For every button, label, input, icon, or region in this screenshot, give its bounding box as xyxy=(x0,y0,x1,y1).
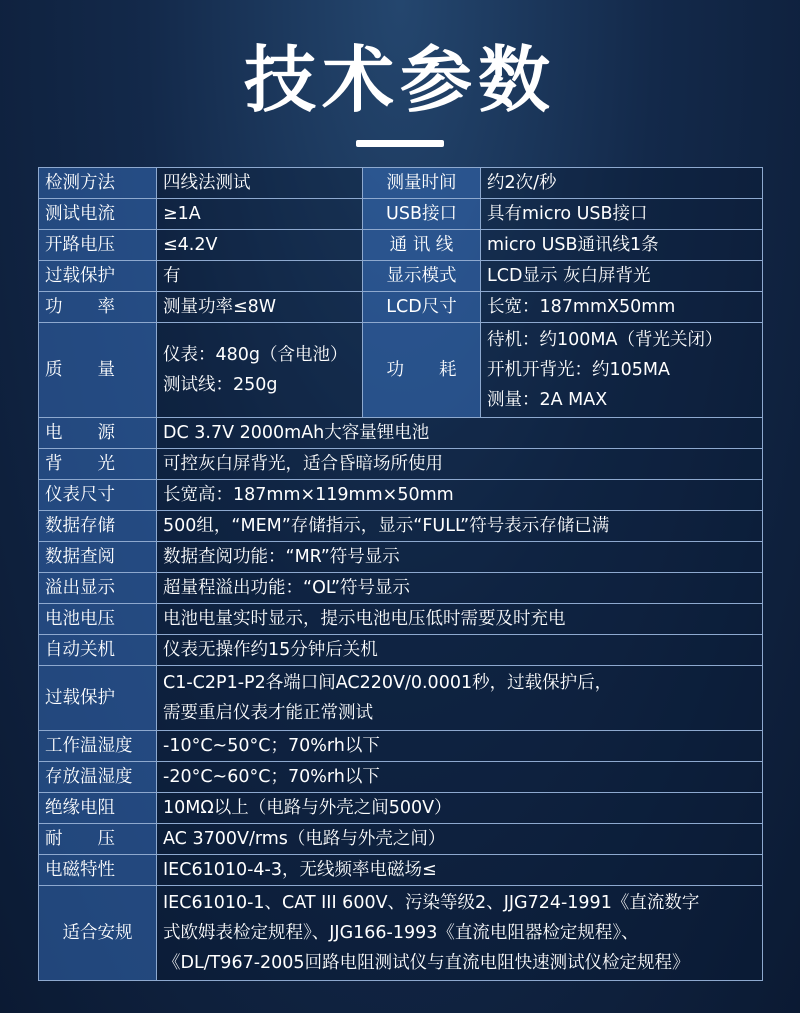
spec-label: 自动关机 xyxy=(39,635,157,666)
table-row xyxy=(39,323,763,418)
spec-label: 检测方法 xyxy=(39,168,157,199)
spec-value-line: 待机：约100MA（背光关闭） xyxy=(487,330,723,350)
spec-value: 10MΩ以上（电路与外壳之间500V） xyxy=(157,793,763,824)
spec-label: 质 量 xyxy=(39,323,157,418)
spec-value-line: 需要重启仪表才能正常测试 xyxy=(163,703,373,723)
table-row xyxy=(39,762,763,793)
spec-label: 工作温湿度 xyxy=(39,731,157,762)
spec-label: 过载保护 xyxy=(39,666,157,731)
table-row xyxy=(39,855,763,886)
table-row xyxy=(39,824,763,855)
spec-value: LCD显示 灰白屏背光 xyxy=(481,261,763,292)
spec-label: 背 光 xyxy=(39,449,157,480)
table-row xyxy=(39,731,763,762)
spec-value: DC 3.7V 2000mAh大容量锂电池 xyxy=(157,418,763,449)
spec-value-line: 《DL/T967-2005回路电阻测试仪与直流电阻快速测试仪检定规程》 xyxy=(163,953,690,973)
title-underline xyxy=(356,140,444,147)
spec-label: 过载保护 xyxy=(39,261,157,292)
table-row xyxy=(39,635,763,666)
spec-value: 超量程溢出功能：“OL”符号显示 xyxy=(157,573,763,604)
spec-value: 约2次/秒 xyxy=(481,168,763,199)
spec-value xyxy=(481,323,763,418)
spec-label: 开路电压 xyxy=(39,230,157,261)
spec-value: 仪表无操作约15分钟后关机 xyxy=(157,635,763,666)
spec-value-line: 式欧姆表检定规程》、JJG166-1993《直流电阻器检定规程》、 xyxy=(163,923,639,943)
table-row xyxy=(39,449,763,480)
table-row xyxy=(39,261,763,292)
spec-value: AC 3700V/rms（电路与外壳之间） xyxy=(157,824,763,855)
spec-value-line: 开机开背光：约105MA xyxy=(487,360,670,380)
table-row xyxy=(39,666,763,731)
spec-label: 电 源 xyxy=(39,418,157,449)
spec-label: 电池电压 xyxy=(39,604,157,635)
spec-value: IEC61010-4-3，无线频率电磁场≤ xyxy=(157,855,763,886)
spec-value: 长宽高：187mm×119mm×50mm xyxy=(157,480,763,511)
spec-value-line: C1-C2P1-P2各端口间AC220V/0.0001秒，过载保护后， xyxy=(163,673,613,693)
spec-label: 显示模式 xyxy=(363,261,481,292)
spec-label: 测量时间 xyxy=(363,168,481,199)
spec-label: 数据查阅 xyxy=(39,542,157,573)
table-row xyxy=(39,511,763,542)
spec-label: 绝缘电阻 xyxy=(39,793,157,824)
spec-label: 溢出显示 xyxy=(39,573,157,604)
spec-value: 有 xyxy=(157,261,363,292)
spec-label: 电磁特性 xyxy=(39,855,157,886)
spec-value xyxy=(157,666,763,731)
spec-value xyxy=(157,886,763,981)
table-row xyxy=(39,480,763,511)
page-title: 技术参数 xyxy=(243,38,556,122)
spec-label: 通 讯 线 xyxy=(363,230,481,261)
spec-value: 可控灰白屏背光，适合昏暗场所使用 xyxy=(157,449,763,480)
spec-value: ≤4.2V xyxy=(157,230,363,261)
table-row xyxy=(39,418,763,449)
spec-label: 适合安规 xyxy=(39,886,157,981)
spec-label: LCD尺寸 xyxy=(363,292,481,323)
spec-value: 电池电量实时显示，提示电池电压低时需要及时充电 xyxy=(157,604,763,635)
spec-value: 四线法测试 xyxy=(157,168,363,199)
spec-value: ≥1A xyxy=(157,199,363,230)
spec-value: 具有micro USB接口 xyxy=(481,199,763,230)
spec-label: 功 率 xyxy=(39,292,157,323)
table-row xyxy=(39,542,763,573)
table-row xyxy=(39,793,763,824)
table-row xyxy=(39,199,763,230)
spec-value-line: 仪表：480g（含电池） xyxy=(163,345,348,365)
spec-value-line: IEC61010-1、CAT III 600V、污染等级2、JJG724-1991《直流数字 xyxy=(163,893,700,913)
table-row xyxy=(39,168,763,199)
table-row xyxy=(39,230,763,261)
table-row xyxy=(39,292,763,323)
spec-label: 功 耗 xyxy=(363,323,481,418)
spec-label: 测试电流 xyxy=(39,199,157,230)
spec-label: USB接口 xyxy=(363,199,481,230)
spec-value: 数据查阅功能：“MR”符号显示 xyxy=(157,542,763,573)
table-row xyxy=(39,886,763,981)
spec-value: -10°C~50°C；70%rh以下 xyxy=(157,731,763,762)
spec-label: 仪表尺寸 xyxy=(39,480,157,511)
spec-value: 长宽：187mmX50mm xyxy=(481,292,763,323)
table-row xyxy=(39,573,763,604)
spec-value xyxy=(157,323,363,418)
spec-value: 500组，“MEM”存储指示，显示“FULL”符号表示存储已满 xyxy=(157,511,763,542)
spec-label: 耐 压 xyxy=(39,824,157,855)
spec-label: 数据存储 xyxy=(39,511,157,542)
table-row xyxy=(39,604,763,635)
spec-value: micro USB通讯线1条 xyxy=(481,230,763,261)
spec-value: -20°C~60°C；70%rh以下 xyxy=(157,762,763,793)
spec-value: 测量功率≤8W xyxy=(157,292,363,323)
spec-value-line: 测量：2A MAX xyxy=(487,390,608,410)
spec-label: 存放温湿度 xyxy=(39,762,157,793)
spec-value-line: 测试线：250g xyxy=(163,375,278,395)
spec-table xyxy=(38,167,763,981)
